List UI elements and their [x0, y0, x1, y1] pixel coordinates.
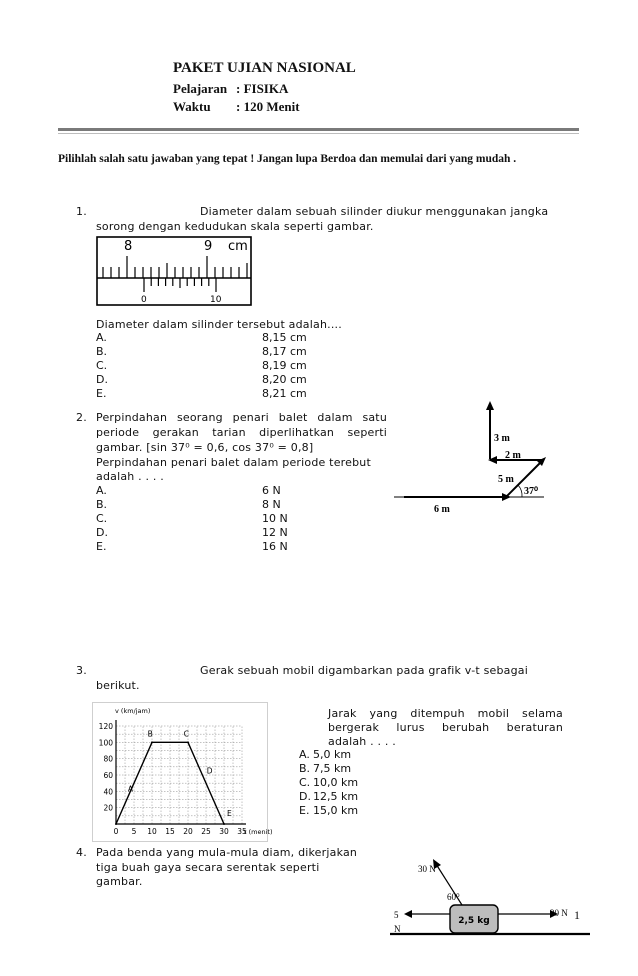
q2-option-text: 12 N [262, 526, 288, 539]
page-number: 1 [574, 908, 580, 922]
q2-option-text: 6 N [262, 484, 281, 497]
label-3m: 3 m [494, 433, 510, 444]
label-5m: 5 m [498, 474, 514, 485]
force-diagram [390, 852, 590, 940]
x-tick-label: 35 [237, 827, 247, 836]
q3-side1: Jarak yang ditempuh mobil selama [328, 707, 563, 720]
q2-option-letter: A. [96, 484, 107, 497]
q1-option-letter: D. [96, 373, 108, 386]
y-tick-label: 60 [103, 771, 113, 780]
force-5n-b: N [394, 924, 401, 934]
page-title: PAKET UJIAN NASIONAL [173, 60, 356, 76]
scale-label-9: 9 [204, 239, 213, 254]
q3-option-letter: E. [299, 804, 310, 817]
q1-option-text: 8,21 cm [262, 387, 307, 400]
q2-option-letter: E. [96, 540, 107, 553]
q3-option-letter: A. [299, 748, 310, 761]
q3-option-letter: B. [299, 762, 311, 775]
q3-option-text: 7,5 km [313, 762, 352, 775]
q4-line1: Pada benda yang mula-mula diam, dikerjakan [96, 846, 358, 859]
q2-line4: Perpindahan penari balet dalam periode terebut [96, 456, 371, 469]
q4-number: 4. [76, 846, 87, 859]
q1-option-text: 8,19 cm [262, 359, 307, 372]
q2-option-letter: D. [96, 526, 108, 539]
q2-option-text: 8 N [262, 498, 281, 511]
q3-option-text: 12,5 km [313, 790, 359, 803]
vt-chart [92, 702, 273, 842]
q2-option-text: 16 N [262, 540, 288, 553]
vt-series-point [187, 741, 189, 743]
q4-line3: gambar. [96, 875, 143, 888]
y-tick-label: 120 [98, 722, 113, 731]
q1-line1: Diameter dalam sebuah silinder diukur menggunakan jangka [200, 205, 549, 218]
q1-question: Diameter dalam silinder tersebut adalah.... [96, 318, 342, 331]
q1-option-letter: B. [96, 345, 108, 358]
q2-line5: adalah . . . . [96, 470, 165, 483]
subject-value: : FISIKA [236, 81, 289, 96]
y-tick-label: 40 [103, 787, 113, 797]
time-label: Waktu [173, 99, 211, 114]
label-2m: 2 m [505, 450, 521, 461]
q2-option-letter: C. [96, 512, 108, 525]
y-tick-label: 20 [103, 803, 113, 813]
q3-option-letter: C. [299, 776, 311, 789]
vernier-label-0: 0 [141, 295, 147, 305]
point-label: A [127, 784, 133, 794]
vt-series-point [223, 823, 225, 825]
vernier-caliper-figure [96, 236, 252, 306]
scale-unit: cm [228, 239, 248, 254]
q1-line2: sorong dengan kedudukan skala seperti gambar. [96, 220, 374, 233]
q2-option-letter: B. [96, 498, 108, 511]
q3-option-text: 5,0 km [313, 748, 352, 761]
q1-number: 1. [76, 205, 87, 218]
angle-60: 60⁰ [447, 892, 460, 902]
q3-number: 3. [76, 664, 87, 677]
x-tick-label: 30 [219, 827, 229, 836]
instruction: Pilihlah salah satu jawaban yang tepat ! Jangan lupa Berdoa dan memulai dari yang mudah . [58, 153, 517, 165]
q2-line3: gambar. [sin 37⁰ = 0,6, cos 37⁰ = 0,8] [96, 441, 314, 454]
q3-option-text: 10,0 km [313, 776, 359, 789]
displacement-diagram [394, 398, 554, 523]
q3-line2: berikut. [96, 679, 140, 692]
q3-option-text: 15,0 km [313, 804, 359, 817]
q2-line2: periode gerakan tarian diperlihatkan seperti [96, 426, 387, 439]
q3-side3: adalah . . . . [328, 735, 397, 748]
q1-option-text: 8,17 cm [262, 345, 307, 358]
label-37: 37⁰ [524, 486, 539, 497]
point-label: B [147, 729, 153, 739]
x-tick-label: 25 [201, 827, 211, 836]
q2-number: 2. [76, 411, 87, 424]
time-value: : 120 Menit [236, 99, 300, 114]
q2-line1: Perpindahan seorang penari balet dalam satu [96, 411, 387, 424]
q4-line2: tiga buah gaya secara serentak seperti [96, 861, 320, 874]
q3-line1: Gerak sebuah mobil digambarkan pada grafik v-t sebagai [200, 664, 529, 677]
force-20n: 20 N [550, 908, 568, 918]
point-label: C [183, 729, 189, 739]
mass-label: 2,5 kg [458, 916, 490, 926]
force-5n-a: 5 [394, 910, 399, 920]
q1-option-text: 8,15 cm [262, 331, 307, 344]
q1-option-text: 8,20 cm [262, 373, 307, 386]
header-divider [58, 128, 579, 131]
x-tick-label: 10 [147, 827, 157, 836]
vt-series-point [115, 823, 117, 825]
q1-option-letter: A. [96, 331, 107, 344]
force-30n: 30 N [418, 864, 436, 874]
q1-option-letter: E. [96, 387, 107, 400]
y-tick-label: 80 [103, 754, 113, 764]
x-tick-label: 20 [183, 827, 193, 836]
x-tick-label: 15 [165, 827, 175, 836]
point-label: E [227, 808, 232, 818]
q3-side2: bergerak lurus berubah beraturan [328, 721, 563, 734]
x-axis-label: t (menit) [244, 828, 273, 836]
q1-option-letter: C. [96, 359, 108, 372]
label-6m: 6 m [434, 504, 450, 515]
y-tick-label: 100 [98, 738, 113, 748]
vt-series-point [151, 741, 153, 743]
header-divider-thin [58, 133, 579, 134]
q2-option-text: 10 N [262, 512, 288, 525]
vernier-label-10: 10 [210, 295, 222, 305]
x-tick-label: 0 [113, 827, 119, 836]
scale-label-8: 8 [124, 239, 133, 254]
point-label: D [206, 766, 213, 776]
x-tick-label: 5 [131, 827, 137, 836]
q3-option-letter: D. [299, 790, 311, 803]
y-axis-label: v (km/jam) [115, 707, 151, 715]
subject-label: Pelajaran [173, 81, 228, 96]
